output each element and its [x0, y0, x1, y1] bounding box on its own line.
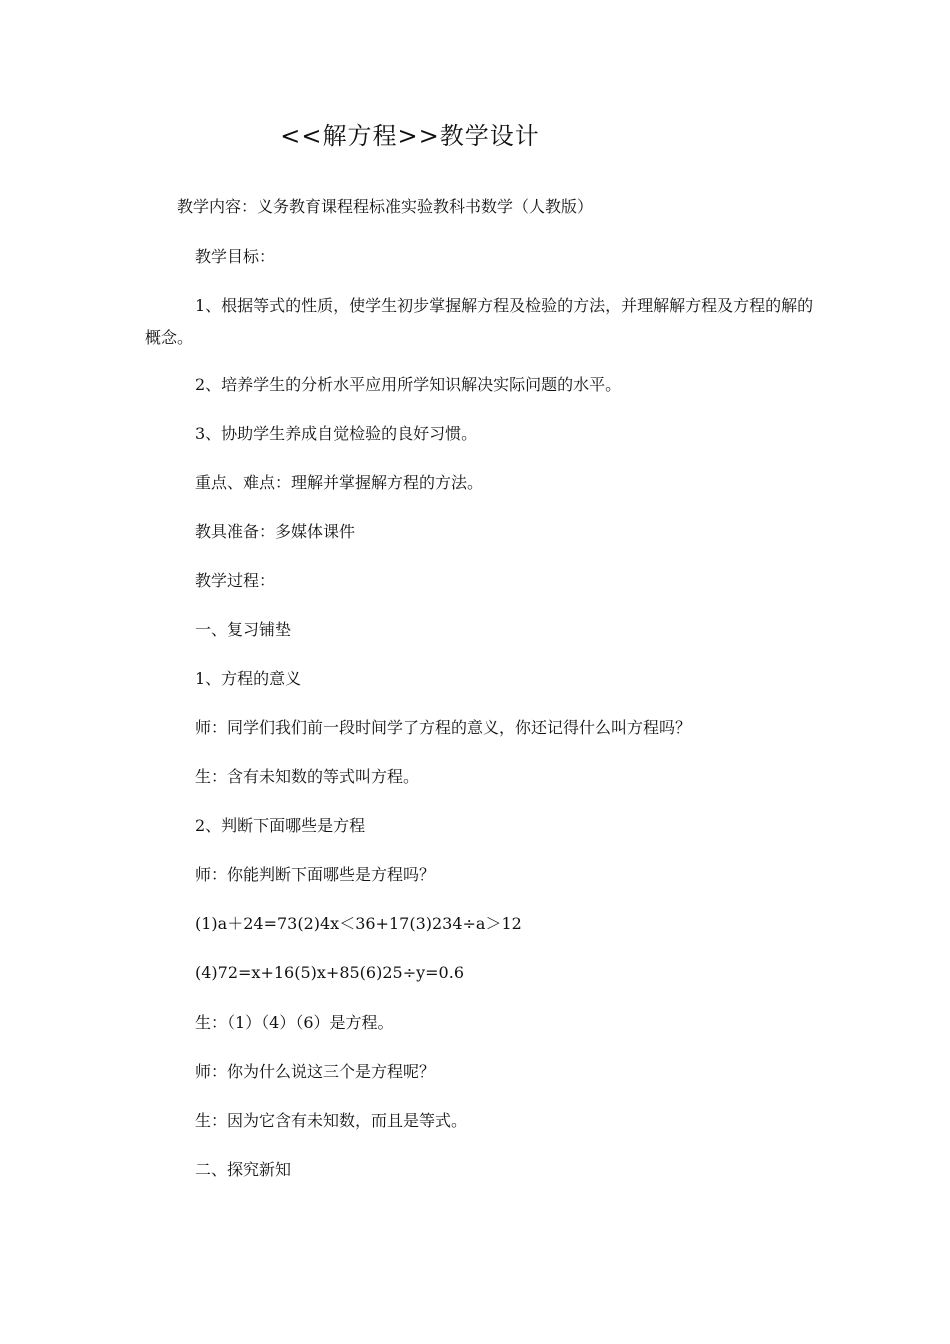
materials-line: 教具准备：多媒体课件: [195, 522, 356, 541]
teacher-question-2: 师：你能判断下面哪些是方程吗？: [195, 865, 436, 884]
student-answer-1: 生：含有未知数的等式叫方程。: [195, 767, 420, 786]
section-1-heading: 一、复习铺垫: [195, 620, 292, 639]
objectives-heading: 教学目标：: [195, 247, 276, 266]
equations-line-1: (1)a＋24=73(2)4x＜36+17(3)234÷a＞12: [195, 914, 522, 933]
objective-3: 3、协助学生养成自觉检验的良好习惯。: [195, 424, 478, 443]
equations-line-2: (4)72=x+16(5)x+85(6)25÷y=0.6: [195, 963, 464, 982]
teacher-question-1: 师：同学们我们前一段时间学了方程的意义，你还记得什么叫方程吗？: [195, 718, 692, 737]
process-heading: 教学过程：: [195, 571, 276, 590]
student-answer-2: 生：（1）（4）（6）是方程。: [195, 1013, 394, 1032]
objective-2: 2、培养学生的分析水平应用所学知识解决实际问题的水平。: [195, 375, 622, 394]
teacher-question-3: 师：你为什么说这三个是方程呢？: [195, 1062, 436, 1081]
section-2-heading: 二、探究新知: [195, 1160, 292, 1179]
student-answer-3: 生：因为它含有未知数，而且是等式。: [195, 1111, 468, 1130]
key-points-line: 重点、难点：理解并掌握解方程的方法。: [195, 473, 484, 492]
item-2-heading: 2、判断下面哪些是方程: [195, 816, 366, 835]
page-title: <<解方程>>教学设计: [280, 122, 540, 150]
objective-1-paragraph: 1、根据等式的性质，使学生初步掌握解方程及检验的方法，并理解解方程及方程的解的概念。: [145, 296, 814, 347]
teaching-content-line: 教学内容：义务教育课程程标准实验教科书数学（人教版）: [177, 197, 594, 216]
item-1-heading: 1、方程的意义: [195, 669, 302, 688]
